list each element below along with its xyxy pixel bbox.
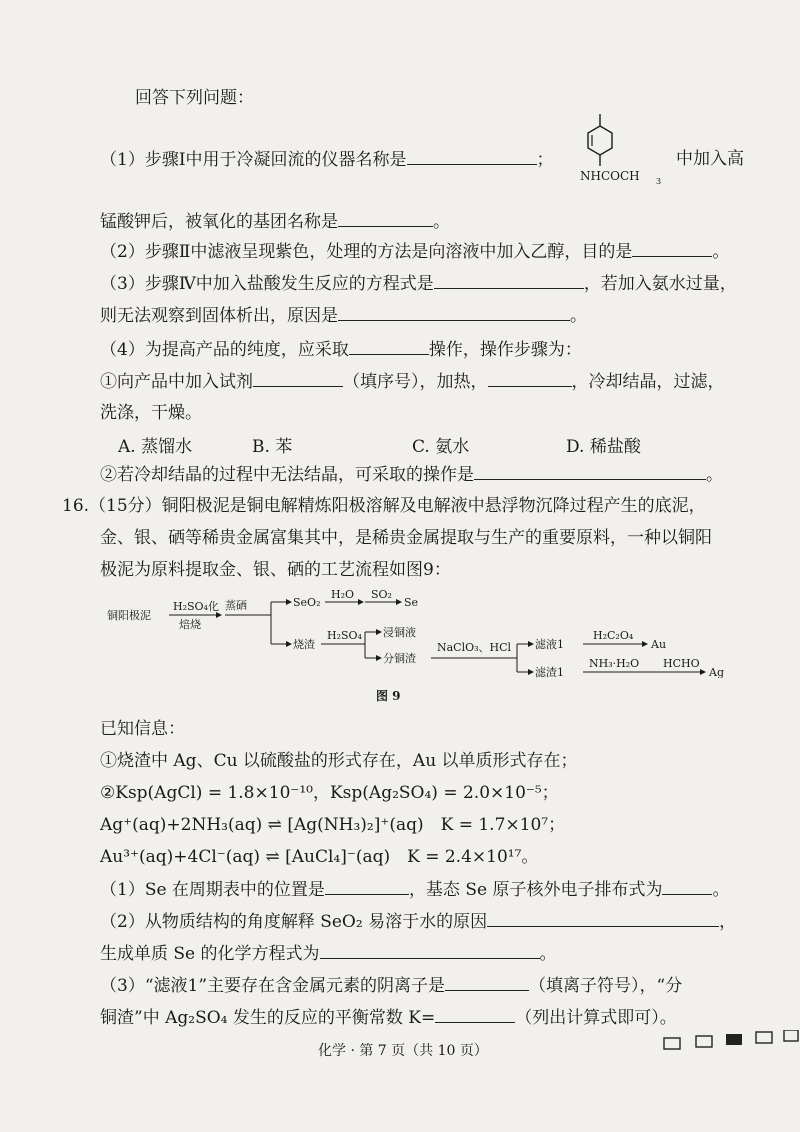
- figure-caption: 图 9: [376, 689, 401, 703]
- answer-blank[interactable]: [434, 272, 584, 289]
- q3-line2: [100, 304, 587, 327]
- flow-reagent: NaClO₃、HCl: [437, 641, 512, 654]
- q3-text: （3）步骤Ⅳ中加入盐酸发生反应的方程式是: [100, 274, 434, 294]
- info-2: ②Ksp(AgCl) = 1.8×10⁻¹⁰，Ksp(Ag₂SO₄) = 2.0×10⁻⁵；: [100, 783, 559, 803]
- q1-line2: [100, 210, 450, 233]
- comma: ，: [719, 912, 737, 932]
- q4-s1b: （填序号），加热，: [343, 372, 488, 392]
- answer-blank[interactable]: [488, 370, 572, 387]
- period: 。: [712, 242, 730, 262]
- acetanilide-structure: [578, 112, 688, 192]
- option-c: C. 氨水: [412, 437, 470, 457]
- period: 。: [706, 465, 723, 485]
- flow-leach: 浸铜液: [383, 626, 416, 639]
- period: 。: [433, 212, 450, 232]
- flow-h2o: H₂O: [331, 588, 355, 601]
- period: 。: [570, 306, 587, 326]
- q1-continue: 中加入高: [676, 149, 744, 169]
- q4-s2: ②若冷却结晶的过程中无法结晶，可采取的操作是: [100, 465, 474, 485]
- option-b: B. 苯: [252, 437, 293, 457]
- s2-line2: [100, 942, 557, 965]
- q4-s1c: ，冷却结晶，过滤，: [571, 372, 725, 392]
- q3-mid: ，若加入氨水过量，: [583, 274, 737, 294]
- q2-text: （2）步骤Ⅱ中滤液呈现紫色，处理的方法是向溶液中加入乙醇，目的是: [100, 242, 633, 262]
- corner-marks: [662, 1030, 800, 1052]
- flow-step1-top: H₂SO₄化: [173, 600, 219, 613]
- q1-sep: ；: [536, 150, 554, 170]
- answer-blank[interactable]: [632, 240, 712, 257]
- q2-line: [100, 240, 729, 263]
- q4-step2: [100, 463, 723, 486]
- mol-label: NHCOCH: [580, 169, 640, 183]
- answer-blank[interactable]: [349, 338, 429, 355]
- intro-text: 回答下列问题：: [135, 88, 254, 108]
- flow-cu-slag: 分铜渣: [383, 652, 416, 665]
- page-footer: 化学 · 第 7 页（共 10 页）: [318, 1043, 488, 1059]
- flow-se: Se: [404, 596, 419, 609]
- period: 。: [539, 944, 557, 964]
- flow-h2so4: H₂SO₄: [327, 629, 362, 642]
- q3-line1: [100, 272, 737, 295]
- q1-line2-text: 锰酸钾后，被氧化的基团名称是: [100, 212, 338, 232]
- answer-blank[interactable]: [407, 148, 537, 165]
- answer-blank[interactable]: [338, 210, 433, 227]
- s3-c: （列出计算式即可）。: [515, 1008, 677, 1028]
- flow-nh3: NH₃·H₂O: [589, 657, 640, 670]
- s2-line2-text: 生成单质 Se 的化学方程式为: [100, 944, 320, 964]
- s1-line: [100, 878, 729, 901]
- q1-text: （1）步骤Ⅰ中用于冷凝回流的仪器名称是: [100, 150, 407, 170]
- s3-line1: [100, 974, 682, 997]
- answer-blank[interactable]: [320, 942, 540, 959]
- option-a: A. 蒸馏水: [118, 437, 193, 457]
- flow-so2: SO₂: [371, 588, 392, 601]
- s1-a: （1）Se 在周期表中的位置是: [100, 880, 325, 900]
- s3-a: （3）“滤液1”主要存在含金属元素的阴离子是: [100, 976, 446, 996]
- option-d: D. 稀盐酸: [566, 437, 641, 457]
- q4-s1a: ①向产品中加入试剂: [100, 372, 253, 392]
- flow-residue1: 滤渣1: [535, 666, 564, 678]
- flow-h2c2o4: H₂C₂O₄: [593, 629, 634, 642]
- q3-line2-text: 则无法观察到固体析出，原因是: [100, 306, 338, 326]
- s2-line1: [100, 910, 736, 933]
- answer-blank[interactable]: [487, 910, 719, 927]
- flow-seo2: SeO₂: [293, 596, 321, 609]
- q4-step1-cont: 洗涤，干燥。: [100, 403, 202, 423]
- s3-line2-text: 铜渣”中 Ag₂SO₄ 发生的反应的平衡常数 K=: [100, 1008, 436, 1028]
- mol-subscript: 3: [656, 177, 662, 186]
- answer-blank[interactable]: [325, 878, 409, 895]
- period: 。: [712, 880, 730, 900]
- known-info-heading: 已知信息：: [100, 719, 185, 739]
- answer-blank[interactable]: [474, 463, 706, 480]
- s3-line2: [100, 1006, 677, 1029]
- q4-line1: [100, 338, 582, 361]
- equilibrium-eq-2: Au³⁺(aq)+4Cl⁻(aq) ⇌ [AuCl₄]⁻(aq) K = 2.4×10¹⁷。: [100, 847, 539, 867]
- flow-hcho: HCHO: [663, 657, 700, 670]
- q4-text2: 操作，操作步骤为：: [428, 340, 582, 360]
- flow-au: Au: [651, 638, 667, 651]
- process-flow-diagram: [95, 588, 735, 678]
- flow-step1-bot: 焙烧: [179, 618, 201, 631]
- answer-blank[interactable]: [253, 370, 343, 387]
- info-1: ①烧渣中 Ag、Cu 以硫酸盐的形式存在，Au 以单质形式存在；: [100, 751, 578, 771]
- flow-filtrate1: 滤液1: [535, 638, 564, 651]
- flow-ag: Ag: [709, 666, 724, 678]
- answer-blank[interactable]: [662, 878, 712, 895]
- answer-blank[interactable]: [338, 304, 570, 321]
- q4-text: （4）为提高产品的纯度，应采取: [100, 340, 349, 360]
- s3-b: （填离子符号），“分: [529, 976, 683, 996]
- equilibrium-eq-1: Ag⁺(aq)+2NH₃(aq) ⇌ [Ag(NH₃)₂]⁺(aq) K = 1.7×10⁷；: [100, 815, 566, 835]
- answer-blank[interactable]: [445, 974, 529, 991]
- q16-line1: 16.（15分）铜阳极泥是铜电解精炼阳极溶解及电解液中悬浮物沉降过程产生的底泥，: [62, 496, 706, 516]
- q16-line2: 金、银、硒等稀贵金属富集其中，是稀贵金属提取与生产的重要原料，一种以铜阳: [100, 528, 712, 548]
- q4-step1: [100, 370, 725, 393]
- flow-slag: 烧渣: [293, 638, 315, 651]
- q16-line3: 极泥为原料提取金、银、硒的工艺流程如图9：: [100, 560, 451, 580]
- s1-b: ，基态 Se 原子核外电子排布式为: [408, 880, 663, 900]
- answer-blank[interactable]: [435, 1006, 515, 1023]
- flow-start: 铜阳极泥: [107, 609, 151, 622]
- s2-a: （2）从物质结构的角度解释 SeO₂ 易溶于水的原因: [100, 912, 488, 932]
- q1-line1: [100, 148, 554, 171]
- flow-steam-se: 蒸硒: [225, 599, 247, 612]
